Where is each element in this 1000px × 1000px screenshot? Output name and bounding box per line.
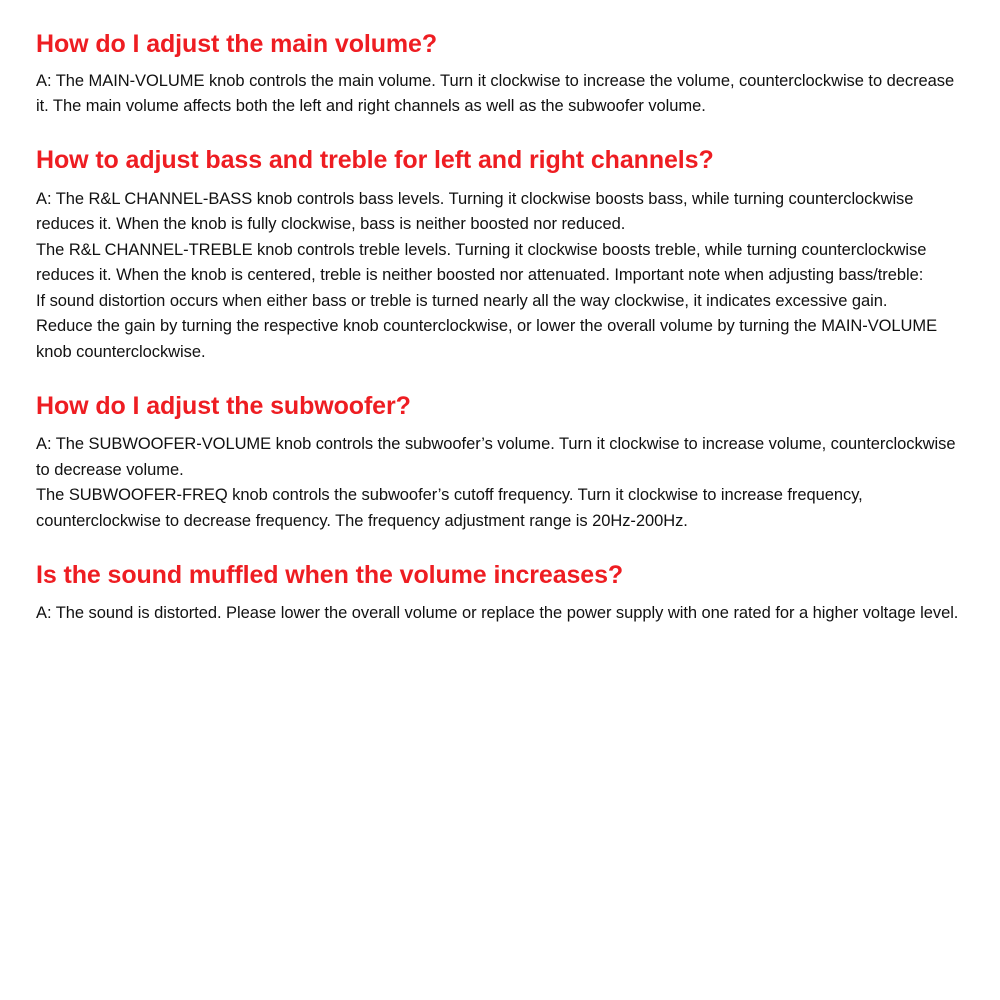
faq-paragraph: The SUBWOOFER-FREQ knob controls the subwoofer’s cutoff frequency. Turn it clockwise to increase frequency, counterclockwise to decrease frequency. The frequency adjustment range is 20Hz-200Hz. xyxy=(36,486,863,530)
faq-paragraph: Reduce the gain by turning the respective knob counterclockwise, or lower the overall volume by turning the MAIN-VOLUME knob counterclockwise. xyxy=(36,317,938,361)
faq-question: How to adjust bass and treble for left and right channels? xyxy=(36,145,714,174)
faq-paragraph: A: The SUBWOOFER-VOLUME knob controls the subwoofer’s volume. Turn it clockwise to increase volume, counterclockwise to decrease volume. xyxy=(36,435,956,479)
faq-answer xyxy=(36,432,962,534)
faq-paragraph: If sound distortion occurs when either bass or treble is turned nearly all the way clockwise, it indicates excessive gain. xyxy=(36,291,888,310)
faq-paragraph: A: The R&L CHANNEL-BASS knob controls bass levels. Turning it clockwise boosts bass, while turning counterclockwise reduces it. When the knob is fully clockwise, bass is neither boosted nor reduced. xyxy=(36,189,914,234)
faq-section-muffled-sound xyxy=(36,561,962,627)
faq-answer xyxy=(36,187,962,366)
faq-question: Is the sound muffled when the volume increases? xyxy=(36,560,624,589)
faq-question: How do I adjust the main volume? xyxy=(36,30,437,58)
faq-answer xyxy=(36,601,962,627)
faq-paragraph: The R&L CHANNEL-TREBLE knob controls treble levels. Turning it clockwise boosts treble, while turning counterclockwise reduces it. When the knob is centered, treble is neither boosted nor attenuated. Important note when adjusting bass/treble: xyxy=(36,240,927,285)
faq-paragraph: A: The MAIN-VOLUME knob controls the main volume. Turn it clockwise to increase the volume, counterclockwise to decrease it. The main volume affects both the left and right channels as well as the subwoofer volume. xyxy=(36,71,955,116)
faq-answer xyxy=(36,69,962,120)
faq-paragraph: A: The sound is distorted. Please lower the overall volume or replace the power supply with one rated for a higher voltage level. xyxy=(36,604,959,623)
faq-section-bass-treble xyxy=(36,146,962,366)
faq-section-main-volume xyxy=(36,30,962,120)
faq-question: How do I adjust the subwoofer? xyxy=(36,391,411,420)
faq-section-subwoofer xyxy=(36,392,962,535)
